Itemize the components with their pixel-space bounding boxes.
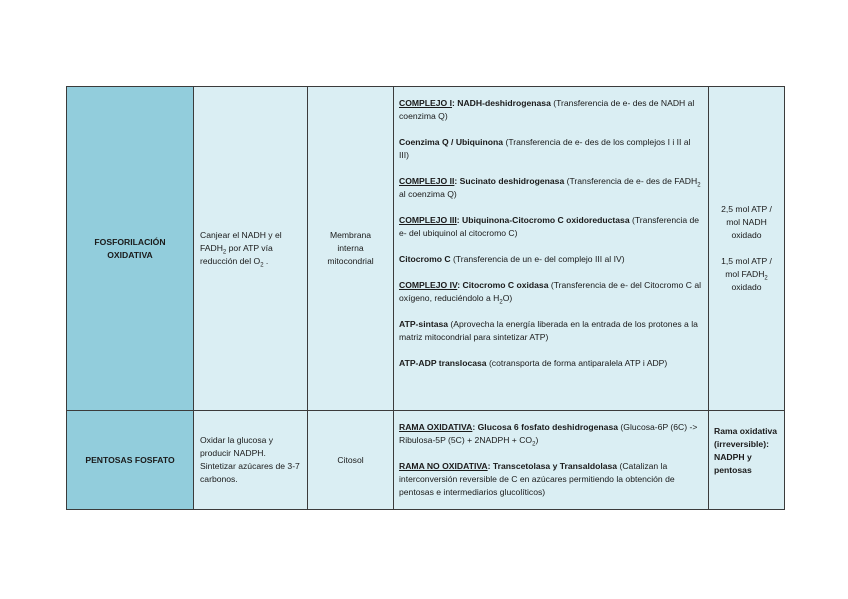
yield-entry [715, 203, 778, 242]
enzyme-name: : NADH-deshidrogenasa [452, 98, 551, 108]
enzyme-desc: (Aprovecha la energía liberada en la entrada de los protones a la matriz mitocondrial para sintetizar ATP) [399, 319, 698, 342]
enzyme-desc: ) [535, 435, 539, 445]
function-cell [194, 411, 308, 510]
enzyme-desc: (Transferencia de e- des de los complejos I i II al III) [399, 137, 691, 160]
enzyme-title: COMPLEJO I [399, 98, 453, 108]
function-text: . [263, 256, 269, 266]
enzyme-desc: (Transferencia de e- del ubiquinol al citocromo C) [399, 215, 700, 238]
table-row [67, 87, 785, 411]
enzyme-title: COMPLEJO III [399, 215, 457, 225]
enzyme-subscript: 2 [499, 299, 503, 306]
enzyme-name: Coenzima Q / Ubiquinona [399, 137, 504, 147]
enzyme-title: RAMA OXIDATIVA [399, 422, 473, 432]
metabolism-table [66, 86, 785, 510]
yield-cell [709, 411, 785, 510]
yield-text: 1,5 mol ATP / mol FADH [721, 256, 772, 279]
table-row [67, 411, 785, 510]
yield-text: oxidado [731, 282, 762, 292]
enzyme-desc: O) [502, 293, 513, 303]
enzyme-entry [399, 253, 702, 266]
enzymes-cell [394, 87, 709, 411]
enzyme-name: ATP-ADP translocasa [399, 358, 487, 368]
enzyme-desc: al coenzima Q) [399, 189, 457, 199]
pathway-name: FOSFORILACIÓN OXIDATIVA [94, 236, 166, 260]
enzymes-cell [394, 411, 709, 510]
enzyme-desc: (Catalizan la interconversión reversible de C en azúcares permitiendo la obtención de pentosas e intermediarios glucolíticos) [399, 461, 675, 497]
pathway-cell [67, 87, 194, 411]
enzyme-name: : Citocromo C oxidasa [457, 280, 549, 290]
location-text: Membrana interna mitocondrial [327, 230, 374, 266]
enzyme-desc: (Transferencia de e- del Citocromo C al oxígeno, reduciéndolo a H [399, 280, 702, 303]
enzyme-entry [399, 357, 702, 370]
enzyme-name: : Ubiquinona-Citocromo C oxidoreductasa [456, 215, 630, 225]
enzyme-entry [399, 175, 702, 201]
enzyme-entry [399, 421, 702, 447]
enzyme-name: : Transcetolasa y Transaldolasa [487, 461, 618, 471]
enzyme-desc: (Transferencia de e- des de NADH al coenzima Q) [399, 98, 695, 121]
enzyme-title: COMPLEJO II [399, 176, 455, 186]
pathway-cell [67, 411, 194, 510]
location-text: Citosol [337, 454, 364, 465]
location-cell [308, 87, 394, 411]
enzyme-name: : Sucinato deshidrogenasa [454, 176, 565, 186]
function-text: Canjear el NADH y el FADH [200, 230, 282, 253]
enzyme-title: COMPLEJO IV [399, 280, 458, 290]
enzyme-entry [399, 136, 702, 162]
enzyme-desc: (Glucosa-6P (6C) -> Ribulosa-5P (5C) + 2NADPH + CO [399, 422, 698, 445]
enzyme-entry [399, 214, 702, 240]
enzyme-entry [399, 279, 702, 305]
function-text: por ATP vía reducción del O [200, 243, 273, 266]
yield-subscript: 2 [764, 275, 768, 282]
function-subscript: 2 [222, 249, 227, 256]
location-cell [308, 411, 394, 510]
enzyme-desc: (Transferencia de un e- del complejo III al IV) [450, 254, 625, 264]
enzyme-desc: (cotransporta de forma antiparalela ATP i ADP) [486, 358, 668, 368]
enzyme-entry [399, 318, 702, 344]
yield-text: Rama oxidativa (irreversible): NADPH y pentosas [714, 426, 778, 475]
enzyme-subscript: 2 [532, 441, 536, 448]
enzyme-name: Citocromo C [399, 254, 451, 264]
enzyme-subscript: 2 [697, 182, 701, 189]
yield-entry [715, 255, 778, 294]
enzyme-title: RAMA NO OXIDATIVA [399, 461, 488, 471]
enzyme-name: : Glucosa 6 fosfato deshidrogenasa [472, 422, 619, 432]
yield-cell [709, 87, 785, 411]
function-subscript: 2 [260, 262, 264, 269]
yield-text: 2,5 mol ATP / mol NADH oxidado [721, 204, 772, 240]
pathway-name: PENTOSAS FOSFATO [85, 454, 175, 465]
enzyme-entry [399, 97, 702, 123]
function-cell [194, 87, 308, 411]
enzyme-name: ATP-sintasa [399, 319, 449, 329]
function-text: Oxidar la glucosa y producir NADPH. Sintetizar azúcares de 3-7 carbonos. [200, 435, 300, 484]
enzyme-entry [399, 460, 702, 499]
enzyme-desc: (Transferencia de e- des de FADH [564, 176, 698, 186]
